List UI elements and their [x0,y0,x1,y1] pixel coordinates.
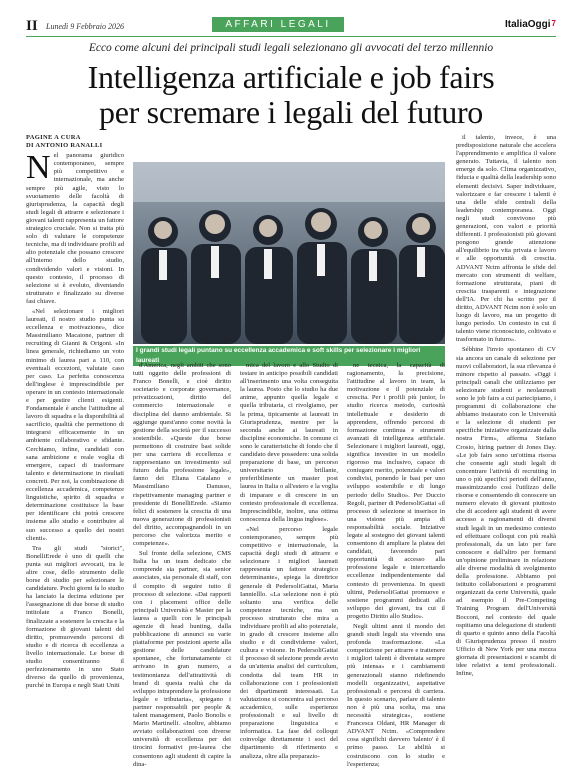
paragraph [26,149,124,306]
logo-number: 7 [551,19,556,28]
column-1 [26,134,124,692]
column-3 [240,362,338,763]
article-body [26,134,556,768]
headline-line-2: per scremare i legali del futuro [99,94,483,130]
paragraph: «Nel selezionare i migliori laureati, il nostro studio punta su eccellenza e motivazione», dice Massimiliano Macaione, partner di recruiting di Gianni & Origoni. «In linea generale, richiediamo un voto minimo di laurea pari a 110, con eventuali eccezioni, valutate caso per caso. La perfetta conoscenza dell'inglese è imprescindibile per operare in un contesto internazionale e per gestire clienti esigenti. Fondamentale è anche l'attitudine al lavoro di squadra e la disponibilità al sacrificio, qualità che permettono di integrarsi efficacemente in un ambiente collaborativo e sfidante. Cerchiamo, infine, candidati con sana ambizione e reale voglia di emergere, capaci di trasformare talento e determinazione in risultati concreti. Per noi, la combinazione di eccellenza accademica, competenze linguistiche, spirito di squadra e determinazione costituisce la base per identificare chi potrà crescere insieme allo studio e contribuire al suo successo a quello dei nostri clienti». [26,307,124,542]
paragraph: «Nel percorso legale contemporaneo, sempre più competitivo e internazionale, la capacità degli studi di attrarre e selezionare i migliori laureati rappresenta un fattore strategico determinante», spiega la direttrice generale di PedersoliGattai, Maria Iannielllo. «La selezione non è più soltanto una verifica delle competenze tecniche, ma un processo strutturato che mira a individuare profili ad alto potenziale, in grado di crescere insieme allo studio e di condividerne valori, cultura e visione. In PedersoliGattai il processo di selezione prende avvio da un'attenta analisi del curriculum, condotta dal team HR in collaborazione con i professionisti dei dipartimenti interessati. La valutazione si concentra sul percorso accademico, sulle esperienze professionali e sul livello di preparazione linguistica e informatica. La fase del colloqui coinvolge direttamente i soci del dipartimento di riferimento e analizza, oltre alla preparazio- [240,525,338,760]
column-5 [456,134,556,680]
paragraph: il talento, invece, è una predisposizione naturale che accelera l'apprendimento e amplifica il valore generato. Tuttavia, il talento non emerge da solo. Clima organizzativo, fiducia e qualità della leadership sono elementi decisivi. Saper individuare, valorizzare e far crescere i talenti è una delle sfide centrali della leadership contemporanea. Oggi negli studi convivono più generazioni, con valori e priorità differenti. I professionisti più giovani pongono grande attenzione all'equilibrio tra vita privata e lavoro e alle opportunità di crescita. ADVANT Nctm affronta le sfide del mercato con strumenti di welfare, formazione strutturata, piani di crescita trasparenti e integrazione dell'IA. Per chi ha scritto per il diritto, ADVANT Nctm non è solo un luogo di lavoro, ma un progetto di lungo periodo. Un contesto in cui il talento viene riconosciuto, coltivato e trasformato in futuro». [456,134,556,344]
paragraph: Sébhine l'invio spontaneo di CV sia ancora un canale di selezione per nuovi collaboratori, la sua rilevanza è minore rispetto al passato. «Oggi i principali canali che utilizziamo per selezionare studenti e neolaureati sono le job fairs a cui partecipiamo, i programmi di collaborazione che abbiamo instaurato con le Università e la selezione di studenti per specifiche iniziative organizzate dalla nostra Firm», afferma Stefano Crosio, hiring partner di Jones Day. «Le job fairs sono un'ottima risorsa che consente agli studi legali di concentrare l'attività di recruiting in uno o più specifici periodi dell'anno, massimizzando così l'utilizzo delle risorse e consentendo di conoscere un numero elevato di giovani piuttosto che di accedere agli studenti di avere accesso a ragionamenti di diversi studi legali in un medesimo contesto ed effettuare colloqui con più realtà professionali, da un lato per fare conoscere e dall'altro per formarsi un'opinione preliminare in relazione alle diverse modalità di svolgimento della professione. Abbiamo poi istituito collaborazioni e programmi organizzati da certe Università, quale ad esempio il Pre-Competing Training Program dell'Università Bocconi, nel contesto del quale ospitiamo una delegazione di studenti di quarto e quinto anno della Facoltà di Giurisprudenza presso il nostro Ufficio di New York per una mezza giornata di presentazioni e scambi di idee relativi a temi professionali. Infine, [456,346,556,678]
paragraph: Tra gli studi "storici", BonelliErede è uno di quelli che punta sui migliori avvocati, tra le altre cose, dello strumento delle borse di studio per selezionare le candidature. Pochi giorni fa lo studio ha lanciato la decima edizione per l'assegnazione di due borse di studio intitolate a Franco Bonelli, finalizzate a sostenere la crescita e la formazione di giovani talenti del diritto, promuovendo percorsi di studio e di ricerca di eccellenza a livello internazionale. Le borse di studio consentiranno il perfezionamento in uno Stato diverso da quello di provenienza, purché in Europa e negli Stati Uniti [26,544,124,690]
article-headline [26,60,556,130]
photo-caption: I grandi studi legali puntano su eccellenza accademica e soft skills per selezionare i migliori laureati [133,346,445,366]
logo-text: ItaliaOggi [504,19,551,30]
header-rule [26,36,556,37]
paragraph: Negli ultimi anni il mondo dei grandi studi legali sta vivendo una profonda trasformazione. «La competizione per attrarre e trattenere i migliori talenti è diventata sempre più intensa» e i cambiamenti generazionali stanno ridefinendo modelli organizzativi, aspettative professionali e percorsi di carriera. In questo scenario, parlare di talento non è più una scelta, ma una necessità strategica», sostiene Francesca Oldani, HR Manager di ADVANT Nctm. «Comprendere cosa significhi davvero 'talento' è il primo passo. Le abilità si costruiscono con lo studio e l'esperienza; [347,623,445,768]
people-photo-illustration [133,162,445,344]
paragraph: d'America, negli ambiti che sono tutti oggetto delle professioni di Franco Bonelli, e cioè diritto societario e corporate governance, privatizzazioni, diritto del commercio internazionale e disciplina del danno ambientale. Si aggiunge quest'anno come novità la gestione della società per il successo sostenibile. «Queste due borse permettono di costruire basi solide per una carriera di eccellenza e rappresentano un investimento sul futuro della professione legale», fanno dei Eliana Catalano e Massimiliano Danusso, rispettivamente managing partner e presidente di BonelliErede. «Siamo felici di sostenere la crescita di una nuova generazione di professionisti del diritto, accompagnandoli in un percorso che valorizza merito e competenze». [133,362,231,548]
article-kicker: Ecco come alcuni dei principali studi legali selezionano gli avvocati del terzo millennio [88,42,494,54]
group-photo [133,162,445,344]
byline [26,134,124,150]
paragraph: mica del lavoro e allo Studio di testare in anticipo possibili candidati all'inserimento una volta conseguita la laurea. Posto che lo studio ha due anime, appunto quella legale e quella tributaria, ci rivolgiamo, per la prima, tipicamente ai laureati in Giurisprudenza, mentre per la seconda anche ai laureati in discipline economiche. In comune ci sono le caratteristiche di fondo che il candidato deve possedere: una solida preparazione di base, un percorso universitario brillante, preferibilmente un master post laurea in Italia o all'estero e la voglia di imparare e di crescere in un contesto professionale di eccellenza. Imprescindibile, inoltre, una ottima conoscenza della lingua inglese». [240,362,338,523]
byline-author: DI ANTONIO RANALLI [26,142,103,150]
byline-prefix: PAGINE A CURA [26,134,81,141]
paragraph: ne tecnica, la capacità di ragionamento, la precisione, l'attitudine al lavoro in team, la motivazione e il potenziale di crescita. Per i profili più junior, lo studio ricerca metodo, curiosità intellettuale e desiderio di apprendere, offrendo percorsi di formazione continua e strumenti avanzati di intelligenza artificiale. Selezionare i migliori laureati, oggi, significa investire in un modello rigoroso ma inclusivo, capace di coniugare merito, potenziale e valori condivisi, ponendo le basi per uno sviluppo sostenibile e di lungo periodo dello Studio». Per Duccio Regoli, partner di PedersoliGattai «il processo di selezione si inserisce in una visione più ampia di responsabilità sociale. Iniziative legate al sostegno dei giovani talenti consentono di ampliare la platea dei candidati, favorendo pari opportunità di accesso alla professione legale e intercettando eccellenze indipendentemente dal contesto di provenienza. In questi ultimi, PedersoliGattai promuove e sostiene programmi dedicati allo sviluppo dei giovani, tra cui il progetto Diritto allo Studio». [347,362,445,620]
publication-logo [505,19,556,30]
page-header [0,0,580,38]
issue-date: Lunedì 9 Febbraio 2026 [46,22,124,31]
page-number: II [26,18,38,34]
section-label: AFFARI LEGALI [212,17,344,32]
headline-line-1: Intelligenza artificiale e job fairs [87,59,495,95]
paragraph: Sul fronte della selezione, CMS Italia ha un team dedicato che comprende sia partner, sia senior associates, sia personale di staff, con il compito di seguire tutto il processo di selezione. «Dai rapporti con i placement office delle principali Università e Master per la laurea a quelli con le principali agenzie di head hunting, dalla pubblicazione di annunci su varie piattaforme per posizioni aperte alla gestione delle candidature spontanee, che fortunatamente ci arrivano in gran numero, a testimonianza dell'attrattività di brand di questa realtà che da sviluppo intraprendere la professione legale e tributaria», spiegano i partner responsabili per people & talent management, Paolo Bonolis e Mario Martinelli. «Inoltre, abbiamo avviato collaborazioni con diverse università di eccellenza per dei tirocini formativi pre-laurea che consentono agli studenti di capire la dina- [133,550,231,768]
paragraph-text: el panorama giuridico contemporaneo, sempre più competitivo e internazionale, ma anche sempre più agile, visto lo svuotamento delle facoltà di giurisprudenza, la capacità degli studi legali di attrarre e selezionare i giovani talenti rappresenta un fattore strategico cruciale. Non si tratta più solo di valutare le competenze tecniche, ma di individuare profili ad alto potenziale che possano crescere all'interno dello studio, condividendo valori e visioni. In questo contesto, il processo di selezione si è evoluto, diventando strutturato e finalizzato su diverse fasi chiave. [26,152,124,305]
column-4 [347,362,445,771]
drop-cap: N [26,149,51,187]
column-2 [133,362,231,771]
